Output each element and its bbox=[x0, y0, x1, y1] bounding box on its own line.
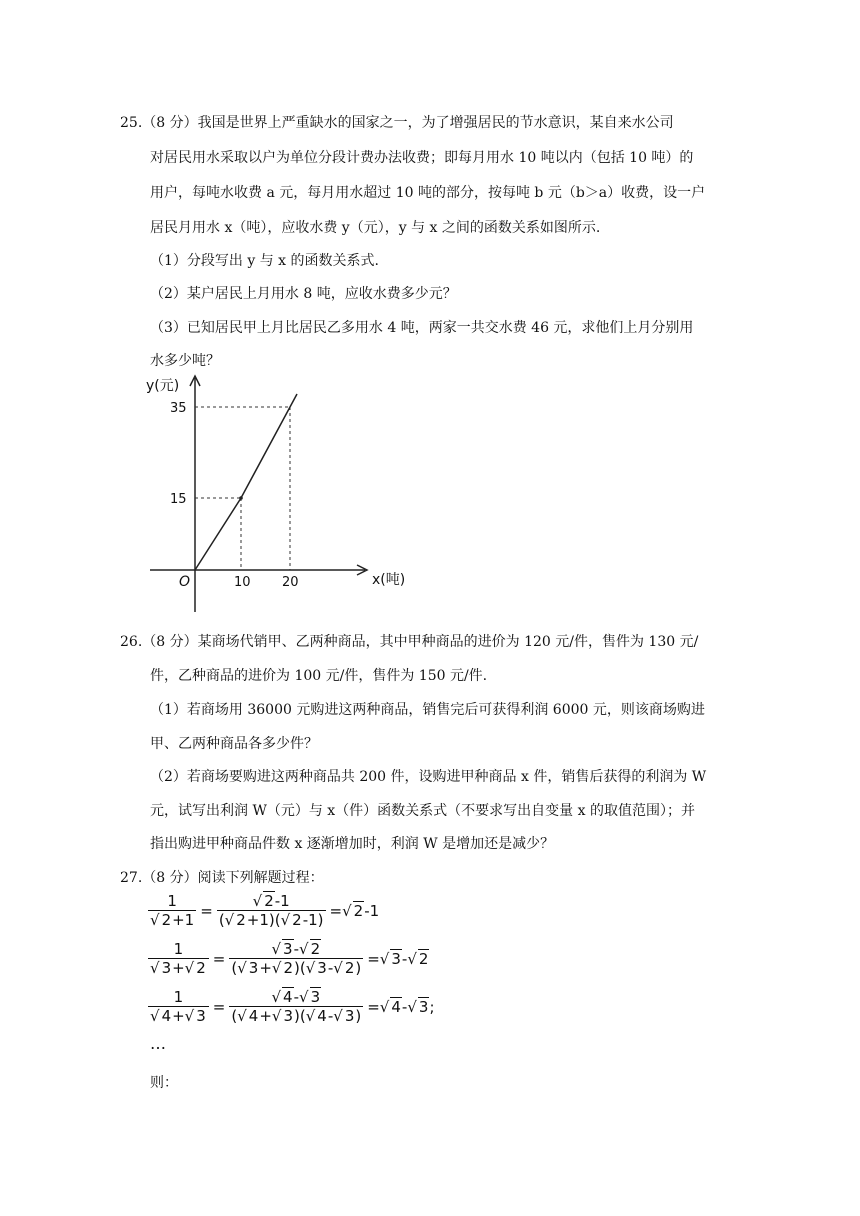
y-tick-15: 15 bbox=[170, 492, 187, 507]
x-tick-10: 10 bbox=[234, 575, 251, 590]
q26-sub-2a: （2）若商场要购进这两种商品共 200 件，设购进甲种商品 x 件，销售后获得的利润为 W bbox=[150, 769, 707, 785]
q25-sub-3a: （3）已知居民甲上月比居民乙多用水 4 吨，两家一共交水费 46 元，求他们上月分别用 bbox=[150, 320, 694, 336]
q26-sub-1b: 甲、乙两种商品各多少件？ bbox=[150, 736, 318, 752]
x-tick-20: 20 bbox=[282, 575, 299, 590]
q25-sub-1: （1）分段写出 y 与 x 的函数关系式. bbox=[150, 253, 379, 269]
break-point bbox=[239, 496, 243, 500]
fee-function-line bbox=[195, 394, 297, 570]
x-axis-label: x(吨) bbox=[372, 572, 406, 588]
then-label: 则： bbox=[150, 1075, 178, 1091]
q25-line-2: 对居民用水采取以户为单位分段计费办法收费；即每月用水 10 吨以内（包括 10 吨）的 bbox=[150, 150, 694, 166]
q25-sub-3b: 水多少吨？ bbox=[150, 353, 220, 369]
equation-1: $\frac{1}{√ 2+1}$ = $\frac{√ 2-1}{(√ 2+1)(√ 2-1)}$ =√ 2-1 bbox=[150, 892, 380, 929]
q25-sub-2: （2）某户居民上月用水 8 吨，应收水费多少元？ bbox=[150, 286, 457, 302]
equation-2: $\frac{1}{√ 3+√ 2}$ = $\frac{√ 3-√ 2}{(√ 3+√ 2)(√ 3-√ 2)}$ =√ 3-√ 2 bbox=[150, 940, 429, 977]
equation-3: $\frac{1}{√ 4+√ 3}$ = $\frac{√ 4-√ 3}{(√ 4+√ 3)(√ 4-√ 3)}$ =√ 4-√ 3; bbox=[150, 988, 435, 1025]
q25-line-3: 用户，每吨水收费 a 元，每月用水超过 10 吨的部分，按每吨 b 元（b＞a）收费，设一户 bbox=[150, 185, 706, 201]
y-axis-label: y(元) bbox=[146, 378, 180, 394]
q26-sub-2b: 元，试写出利润 W（元）与 x（件）函数关系式（不要求写出自变量 x 的取值范围）；并 bbox=[150, 803, 695, 819]
origin-label: O bbox=[179, 574, 191, 590]
ellipsis: … bbox=[150, 1034, 166, 1053]
water-fee-graph bbox=[140, 370, 430, 620]
q25-line-4: 居民月用水 x（吨），应收水费 y（元），y 与 x 之间的函数关系如图所示. bbox=[150, 220, 601, 236]
q26-line-1: 26.（8 分）某商场代销甲、乙两种商品，其中甲种商品的进价为 120 元/件，售件为 130 元/ bbox=[120, 634, 699, 650]
q27-line-1: 27.（8 分）阅读下列解题过程： bbox=[120, 870, 324, 886]
y-tick-35: 35 bbox=[170, 401, 187, 416]
q26-sub-1a: （1）若商场用 36000 元购进这两种商品，销售完后可获得利润 6000 元，则该商场购进 bbox=[150, 702, 705, 718]
q25-line-1: 25.（8 分）我国是世界上严重缺水的国家之一，为了增强居民的节水意识，某自来水公司 bbox=[120, 115, 674, 131]
q26-sub-2c: 指出购进甲种商品件数 x 逐渐增加时，利润 W 是增加还是减少？ bbox=[150, 836, 555, 852]
q26-line-2: 件，乙种商品的进价为 100 元/件，售件为 150 元/件. bbox=[150, 668, 488, 684]
